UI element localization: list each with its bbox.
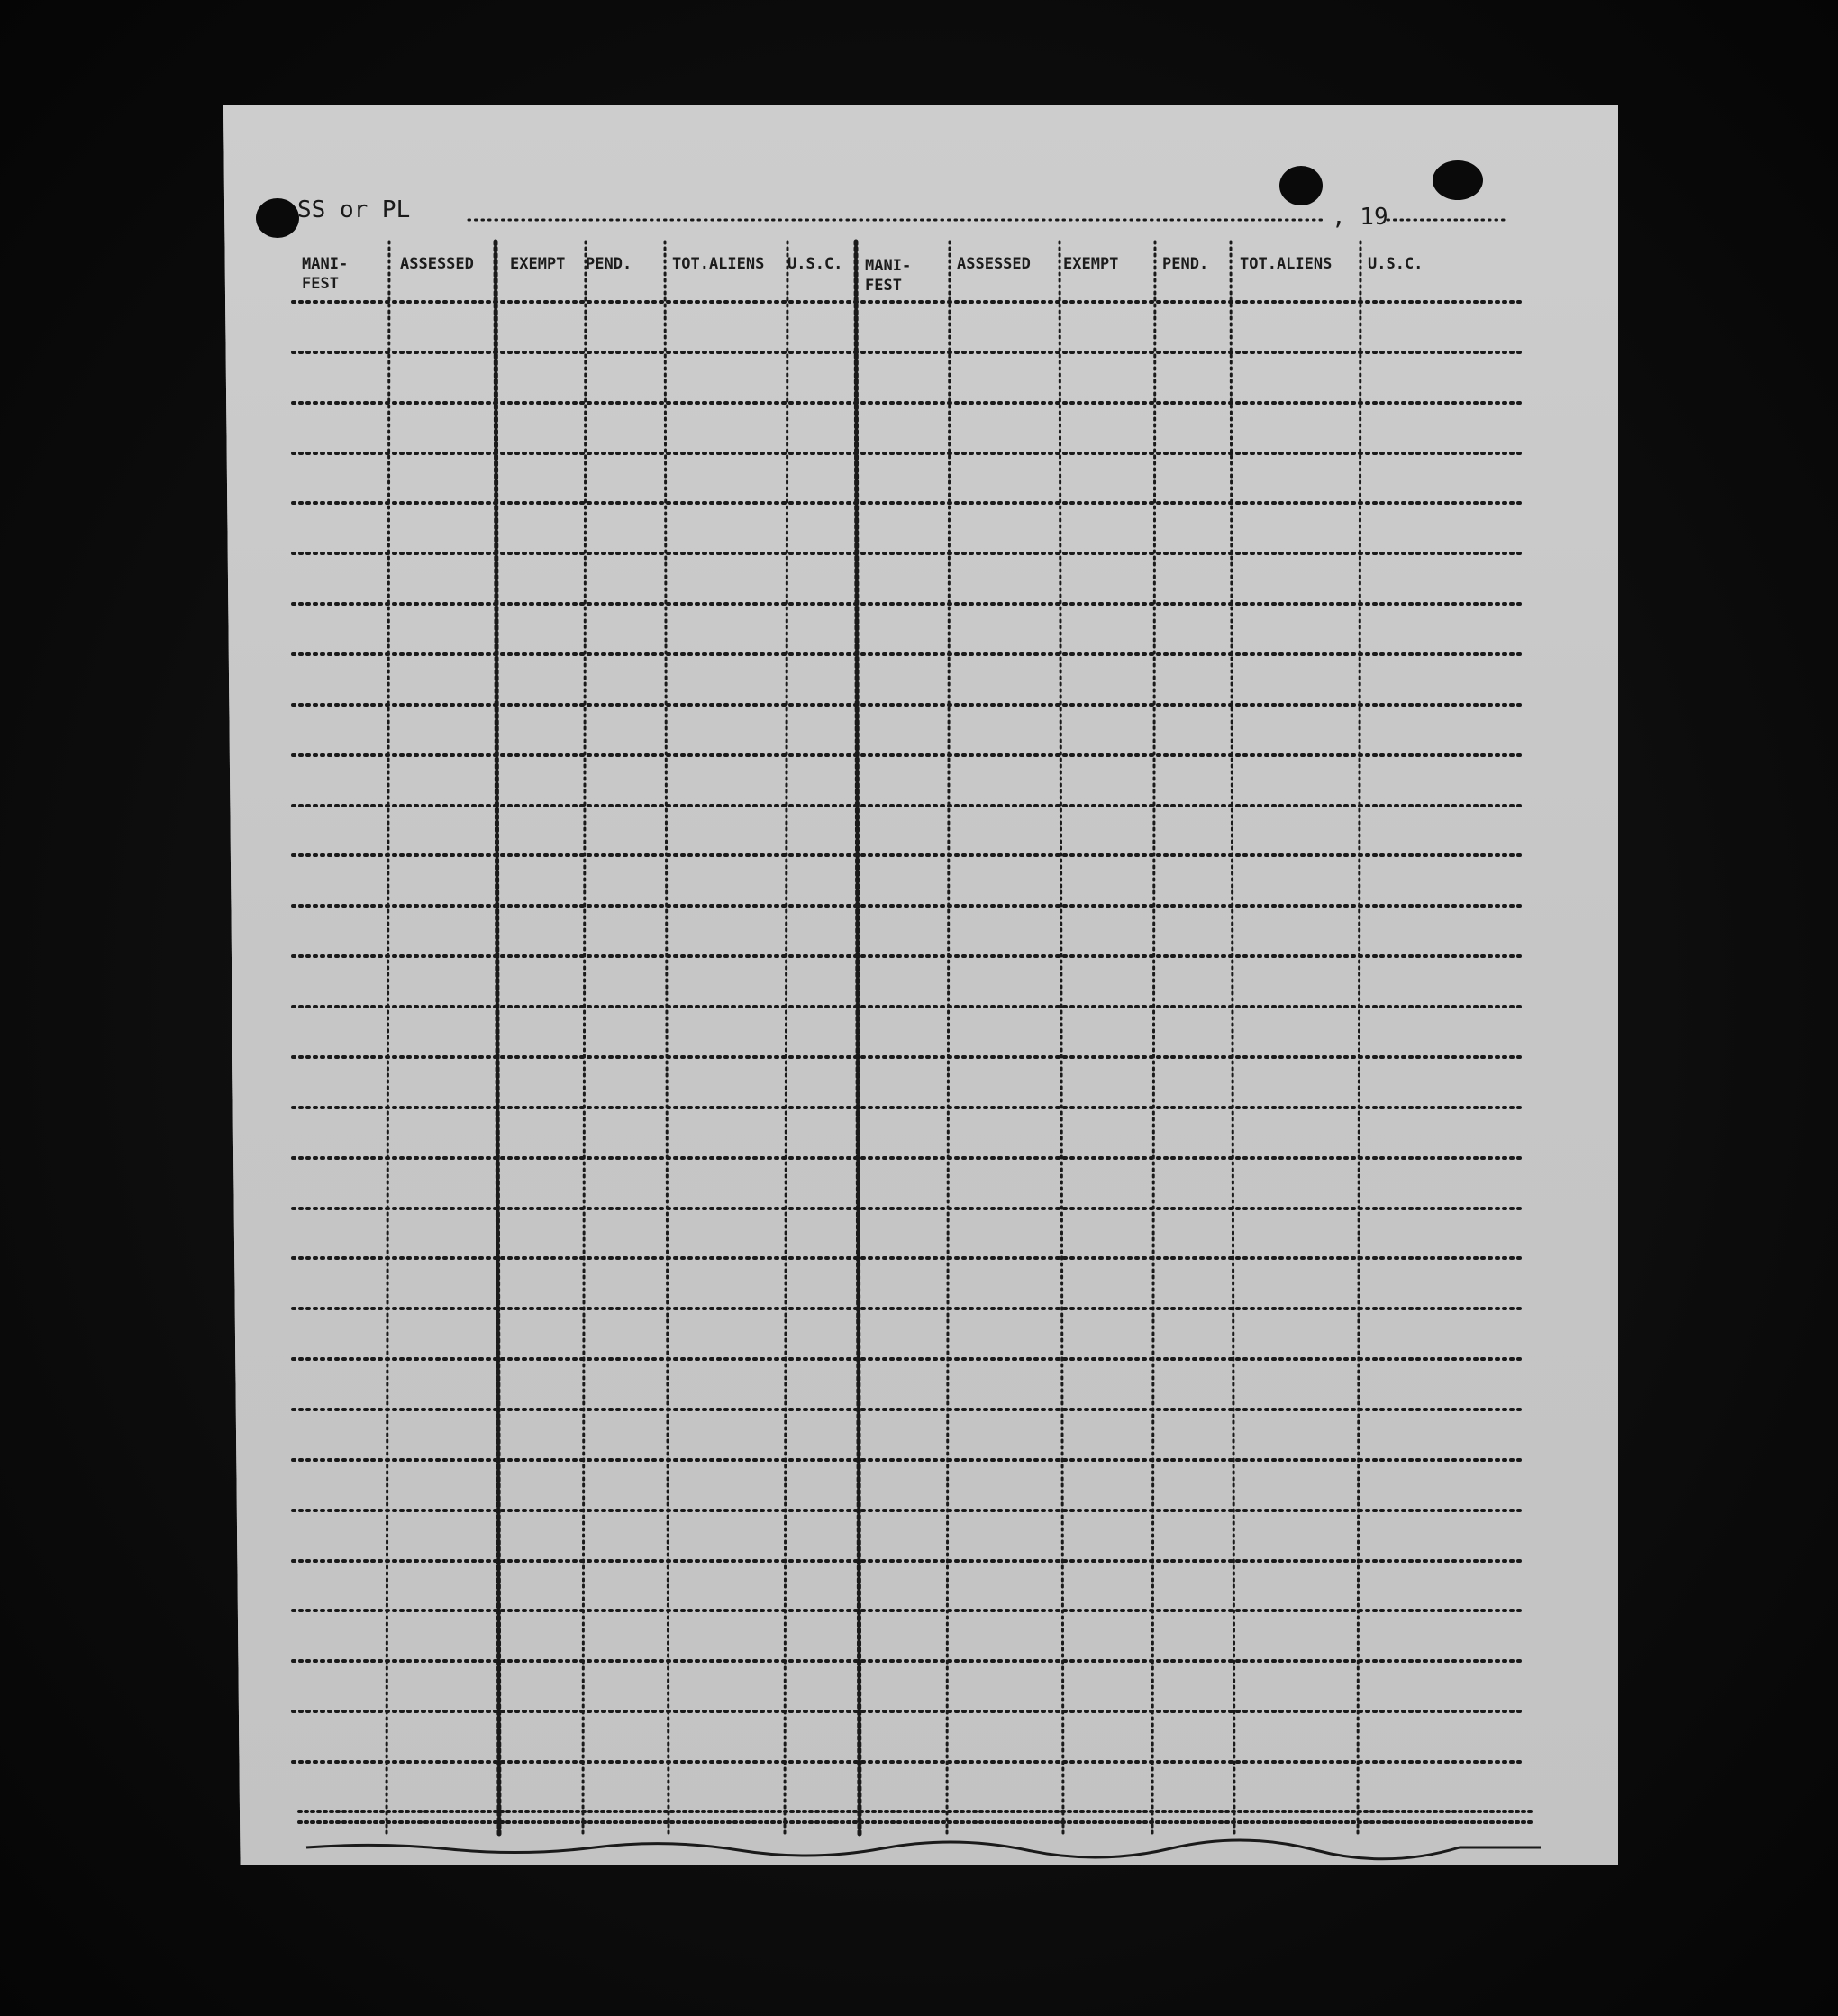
year-prefix: , 19 (1332, 204, 1388, 231)
column-separator (947, 242, 950, 1834)
col-header-manifest-2-line2: FEST (865, 277, 902, 295)
col-header-usc-1-line1: U.S.C. (787, 255, 843, 273)
col-header-manifest-1-line2: FEST (302, 275, 339, 293)
column-separator (856, 242, 860, 1834)
col-header-tot-aliens-1-line1: TOT.ALIENS (672, 255, 765, 273)
column-separator (665, 242, 669, 1834)
col-header-assessed-2-line1: ASSESSED (957, 255, 1031, 273)
col-header-assessed-1-line1: ASSESSED (400, 255, 474, 273)
bottom-signature-rule (306, 1840, 1541, 1859)
col-header-manifest-2-line1: MANI- (865, 257, 912, 275)
column-separator (785, 242, 787, 1834)
col-header-exempt-2-line1: EXEMPT (1063, 255, 1119, 273)
col-header-usc-2-line1: U.S.C. (1368, 255, 1424, 273)
column-separator (583, 242, 586, 1834)
column-separator (387, 242, 389, 1834)
column-separator (1060, 242, 1063, 1834)
col-header-exempt-1-line1: EXEMPT (510, 255, 566, 273)
col-header-manifest-1-line1: MANI- (302, 255, 349, 273)
col-header-pend-2-line1: PEND. (1162, 255, 1209, 273)
column-separator (1152, 242, 1155, 1834)
vessel-label: SS or PL (297, 196, 411, 223)
col-header-tot-aliens-2-line1: TOT.ALIENS (1240, 255, 1333, 273)
col-header-pend-1-line1: PEND. (586, 255, 632, 273)
column-separator (1358, 242, 1360, 1834)
column-separator (1231, 242, 1234, 1834)
column-separator (496, 242, 499, 1834)
